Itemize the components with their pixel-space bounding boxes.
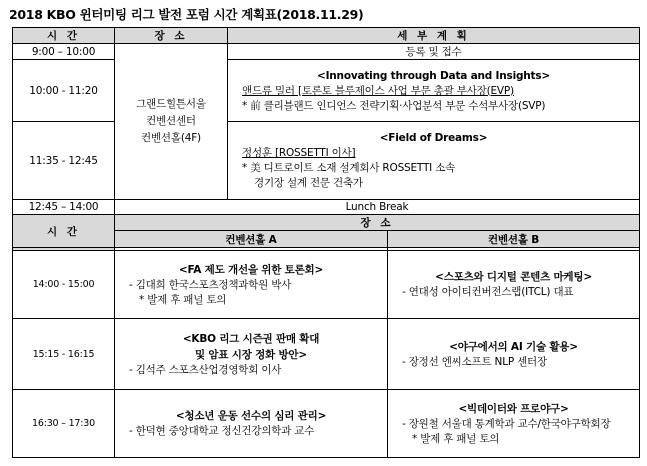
- session-1-note: * 前 클리블랜드 인디언스 전략기획·사업분석 부문 수석부사장(SVP): [242, 99, 546, 112]
- hall-row-2-time: 15:15 - 16:15: [13, 319, 115, 390]
- header-place: 장 소: [115, 28, 228, 44]
- hall-row-3-a-speaker: - 한덕현 중앙대학교 정신건강의학과 교수: [129, 425, 315, 437]
- session-1-title: <Innovating through Data and Insights>: [316, 69, 551, 82]
- hall-row-2-a-title-1: <KBO 리그 시즌권 판매 확대: [182, 332, 320, 345]
- session-1-row: [13, 60, 640, 122]
- venue-line-3: 컨벤션홀(4F): [141, 132, 201, 144]
- hall-row-3-a: [115, 390, 388, 458]
- session-1-detail: [228, 60, 640, 122]
- header-time: 시 간: [13, 28, 115, 44]
- hall-row-1-a-speaker: - 김대희 한국스포츠정책과학원 박사: [129, 278, 292, 291]
- lunch-label: Lunch Break: [115, 200, 640, 215]
- session-2-title: <Field of Dreams>: [379, 132, 488, 144]
- hall-row-2-b-speaker: - 장정선 엔씨소프트 NLP 센터장: [402, 355, 547, 368]
- session-2-detail: [228, 122, 640, 200]
- venue-cell: [115, 44, 228, 200]
- hall-row-2-b-title: <야구에서의 AI 기술 활용>: [449, 340, 578, 353]
- venue-line-1: 그랜드힐튼서울: [136, 98, 206, 110]
- hall-row-3-b: [388, 390, 640, 458]
- hall-b-header: 컨벤션홀 B: [388, 231, 640, 248]
- bottom-header-place: 장 소: [115, 215, 640, 231]
- registration-detail: 등록 및 접수: [228, 44, 640, 60]
- hall-row-1-time: 14:00 - 15:00: [13, 251, 115, 319]
- header-row: [13, 28, 640, 44]
- hall-row-3-b-note: * 발제 후 패널 토의: [412, 432, 500, 445]
- hall-row-1-a-note: * 발제 후 패널 토의: [139, 293, 227, 306]
- hall-a-header: 컨벤션홀 A: [115, 231, 388, 248]
- hall-row-3-a-title: <청소년 운동 선수의 심리 관리>: [175, 410, 327, 422]
- hall-row-3-b-speaker: - 장원철 서울대 통계학과 교수/한국야구학회장: [402, 417, 611, 430]
- bottom-header-row-1: [13, 215, 640, 231]
- hall-row-2-b: [388, 319, 640, 390]
- page-title: 2018 KBO 윈터미팅 리그 발전 포럼 시간 계획표(2018.11.29): [9, 7, 364, 22]
- lunch-time: 12:45 – 14:00: [13, 200, 115, 215]
- hall-row-2-a-title-2: 및 암표 시장 정화 방안>: [195, 348, 307, 361]
- hall-row-3-b-title: <빅데이터와 프로야구>: [458, 402, 569, 415]
- session-2-time: 11:35 - 12:45: [13, 122, 115, 200]
- hall-row-3-time: 16:30 – 17:30: [13, 390, 115, 458]
- session-1-speaker: 앤드류 밀러 [토론토 블루제이스 사업 부문 총괄 부사장(EVP): [242, 84, 514, 97]
- registration-row: [13, 44, 640, 60]
- hall-row-2-a-speaker: - 김석주 스포츠산업경영학회 이사: [129, 363, 282, 376]
- session-2-row: [13, 122, 640, 200]
- hall-row-2: [13, 319, 640, 390]
- bottom-header-time: 시 간: [13, 215, 115, 248]
- hall-row-1-a: [115, 251, 388, 319]
- hall-row-1: [13, 251, 640, 319]
- registration-time: 9:00 – 10:00: [13, 44, 115, 60]
- session-2-speaker: 정성훈 [ROSSETTI 이사]: [242, 147, 356, 159]
- lunch-row: [13, 200, 640, 215]
- venue-line-2: 컨벤션센터: [146, 115, 196, 127]
- session-2-note-1: * 美 디트로이트 소재 설계회사 ROSSETTI 소속: [242, 162, 456, 174]
- schedule-table: [12, 27, 640, 458]
- session-2-note-2: 경기장 설계 전문 건축가: [254, 177, 363, 189]
- hall-row-2-a: [115, 319, 388, 390]
- header-detail: 세 부 계 획: [228, 28, 640, 44]
- hall-row-1-b-speaker: - 연대성 아이티컨버전스랩(ITCL) 대표: [402, 286, 574, 298]
- hall-row-1-b-title: <스포츠와 디지털 콘텐츠 마케팅>: [435, 271, 592, 283]
- session-1-time: 10:00 - 11:20: [13, 60, 115, 122]
- hall-row-3: [13, 390, 640, 458]
- hall-row-1-b: [388, 251, 640, 319]
- hall-row-1-a-title: <FA 제도 개선을 위한 토론회>: [178, 263, 324, 276]
